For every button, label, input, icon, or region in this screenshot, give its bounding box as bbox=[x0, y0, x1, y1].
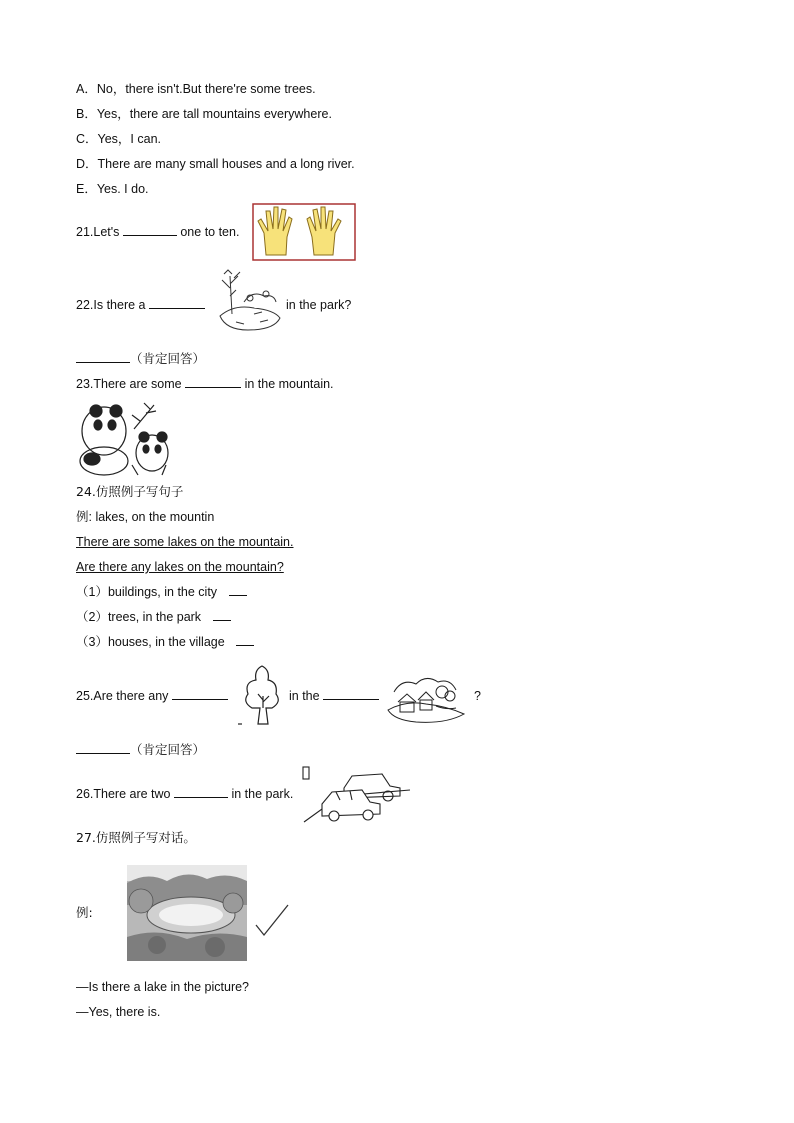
question-24-title: 24.仿照例子写句子 bbox=[76, 484, 184, 499]
option-b: B．Yes，there are tall mountains everywhere. bbox=[76, 107, 332, 121]
answer-blank[interactable] bbox=[123, 224, 177, 236]
question-23: 23.There are some in the mountain. bbox=[76, 377, 334, 391]
option-a: A．No，there isn't.But there're some trees. bbox=[76, 82, 316, 96]
question-25-start: 25.Are there any bbox=[76, 688, 228, 704]
question-22-answer: （肯定回答） bbox=[76, 351, 205, 367]
answer-blank[interactable] bbox=[76, 742, 130, 754]
cars-icon bbox=[300, 766, 414, 824]
answer-blank[interactable] bbox=[174, 786, 228, 798]
park-island-icon bbox=[214, 268, 284, 336]
question-24-example-label: 例: lakes, on the mountin bbox=[76, 510, 215, 524]
answer-blank[interactable] bbox=[185, 376, 241, 388]
answer-blank[interactable] bbox=[76, 351, 130, 363]
question-27-dialog-1: —Is there a lake in the picture? bbox=[76, 980, 250, 994]
question-22-start: 22.Is there a bbox=[76, 297, 205, 313]
two-open-hands-icon bbox=[252, 203, 356, 261]
question-25-answer: （肯定回答） bbox=[76, 742, 205, 758]
check-mark-icon bbox=[254, 903, 290, 937]
question-24-item-1: （1）buildings, in the city bbox=[76, 584, 247, 600]
question-27-title: 27.仿照例子写对话。 bbox=[76, 830, 196, 845]
lake-picture bbox=[127, 865, 247, 961]
question-26: 26.There are two in the park. bbox=[76, 787, 294, 801]
answer-blank[interactable] bbox=[213, 609, 231, 621]
tree-icon bbox=[236, 662, 288, 728]
question-27-example-label: 例: bbox=[76, 905, 93, 920]
question-22-end: in the park? bbox=[286, 298, 352, 312]
question-24-item-2: （2）trees, in the park bbox=[76, 609, 231, 625]
option-d: D．There are many small houses and a long river. bbox=[76, 157, 355, 171]
option-e: E．Yes. I do. bbox=[76, 182, 149, 196]
question-24-item-3: （3）houses, in the village bbox=[76, 634, 254, 650]
option-c: C．Yes，I can. bbox=[76, 132, 161, 146]
question-24-example-1: There are some lakes on the mountain. bbox=[76, 535, 294, 549]
answer-blank[interactable] bbox=[236, 634, 254, 646]
question-27-dialog-2: —Yes, there is. bbox=[76, 1005, 161, 1019]
question-25-end: ? bbox=[474, 689, 481, 703]
answer-blank[interactable] bbox=[323, 688, 379, 700]
question-25-mid: in the bbox=[289, 688, 379, 704]
pandas-icon bbox=[74, 399, 172, 479]
answer-blank[interactable] bbox=[149, 297, 205, 309]
village-icon bbox=[386, 670, 466, 724]
answer-blank[interactable] bbox=[172, 688, 228, 700]
answer-blank[interactable] bbox=[229, 584, 247, 596]
question-24-example-2: Are there any lakes on the mountain? bbox=[76, 560, 284, 574]
question-21: 21.Let's one to ten. bbox=[76, 225, 240, 239]
